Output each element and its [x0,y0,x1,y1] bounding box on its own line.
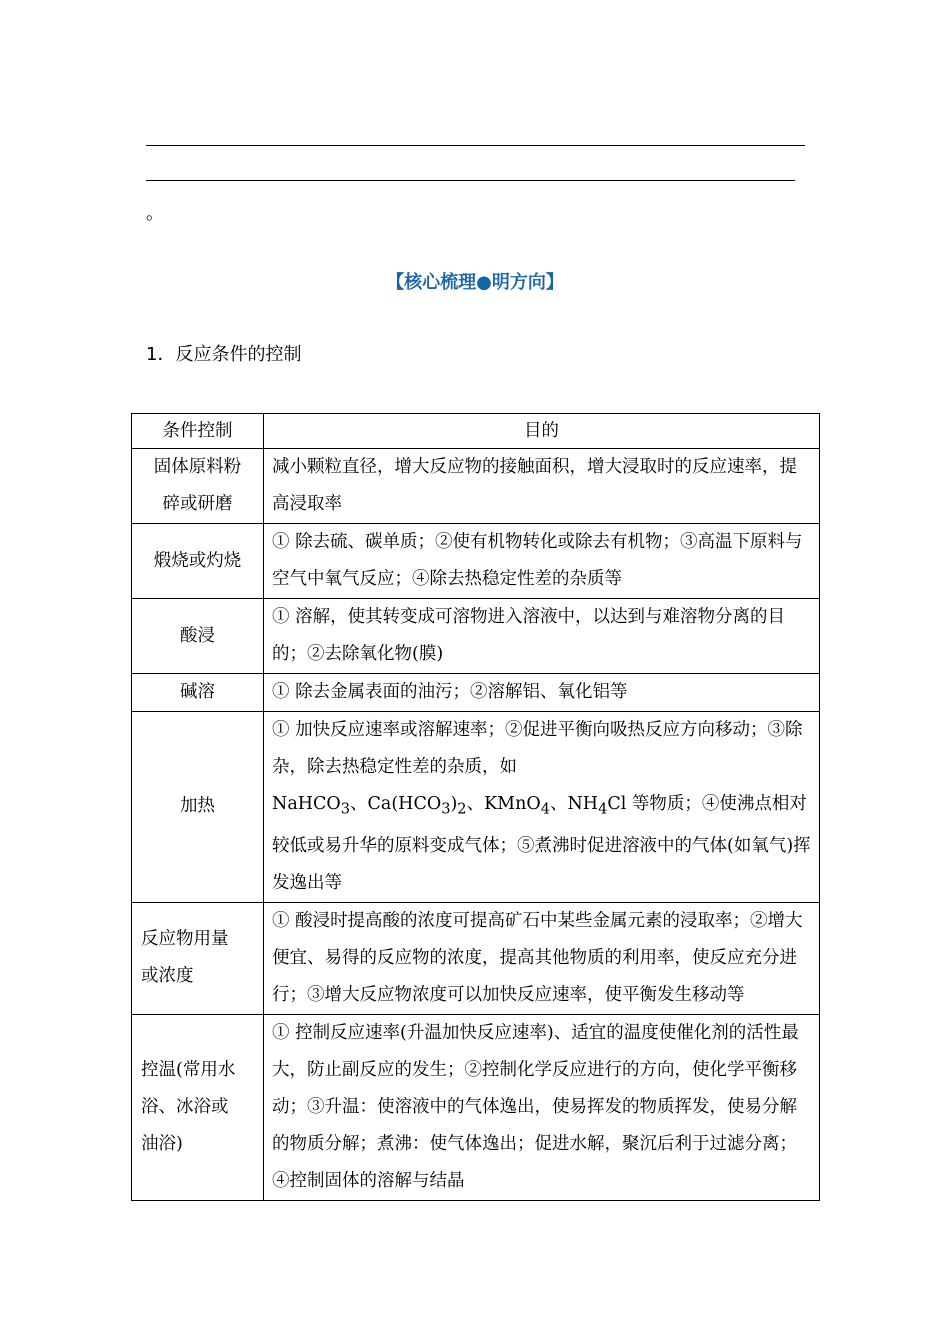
header-condition: 条件控制 [132,414,264,449]
answer-blank-line-1 [146,145,805,146]
formula-nh4cl [567,794,627,818]
formula-kmno4 [484,794,550,818]
purpose-cell [264,712,820,903]
condition-cell: 煅烧或灼烧 [132,524,264,599]
end-mark: 。 [146,203,164,224]
formula-part: NH [567,794,599,814]
table-row [132,674,820,712]
answer-blank-line-2 [146,180,795,181]
separator: 、 [350,794,368,814]
formula-part: ) [450,794,458,814]
purpose-cell: 减小颗粒直径，增大反应物的接触面积，增大浸取时的反应速率，提高浸取率 [264,449,820,524]
purpose-cell: ① 酸浸时提高酸的浓度可提高矿石中某些金属元素的浸取率；②增大便宜、易得的反应物的浓度，提高其他物质的利用率，使反应充分进行；③增大反应物浓度可以加快反应速率，使平衡发生移动等 [264,902,820,1014]
purpose-text-a: ① 加快反应速率或溶解速率；②促进平衡向吸热反应方向移动；③除杂，除去热稳定性差的杂质，如 [272,720,803,777]
separator: 、 [549,794,568,814]
formula-nahco3 [272,794,351,818]
formula-part: Ca(HCO [367,794,442,814]
section-heading: 【核心梳理●明方向】 [386,272,564,293]
formula-subscript: 4 [540,800,550,818]
formula-part: NaHCO [272,794,341,814]
section-1-title: 1．反应条件的控制 [146,344,302,365]
separator: 、 [466,794,485,814]
formula-subscript: 3 [340,800,351,818]
table-row [132,712,820,903]
purpose-cell: ① 控制反应速率(升温加快反应速率)、适宜的温度使催化剂的活性最大，防止副反应的发生；②控制化学反应进行的方向，使化学平衡移动；③升温：使溶液中的气体逸出，使易挥发的物质挥发，使易分解的物质分解；煮沸：使气体逸出；促进水解，聚沉后利于过滤分离；④控制固体的溶解与结晶 [264,1014,820,1200]
condition-cell: 碱溶 [132,674,264,712]
condition-cell: 加热 [132,712,264,903]
condition-cell: 反应物用量 或浓度 [132,902,264,1014]
formula-subscript: 2 [457,800,467,818]
formula-part: KMnO [484,794,541,814]
purpose-cell: ① 除去硫、碳单质；②使有机物转化或除去有机物；③高温下原料与空气中氧气反应；④除去热稳定性差的杂质等 [264,524,820,599]
table-row [132,524,820,599]
reaction-conditions-table [131,413,820,1201]
formula-subscript: 4 [598,800,608,818]
formula-cahco3 [367,794,467,818]
purpose-text-b: 等物质；④使沸点相对较低或易升华的原料变成气体；⑤煮沸时促进溶液中的气体(如氧气)挥发逸出等 [272,794,811,893]
table-row [132,902,820,1014]
formula-part: Cl [607,794,627,814]
table-header-row [132,414,820,449]
condition-cell: 固体原料粉 碎或研磨 [132,449,264,524]
header-purpose: 目的 [264,414,820,449]
condition-cell: 酸浸 [132,599,264,674]
purpose-cell: ① 溶解，使其转变成可溶物进入溶液中，以达到与难溶物分离的目的；②去除氧化物(膜) [264,599,820,674]
table-row [132,1014,820,1200]
purpose-cell: ① 除去金属表面的油污；②溶解铝、氧化铝等 [264,674,820,712]
table-row [132,599,820,674]
table-row [132,449,820,524]
condition-cell: 控温(常用水 浴、冰浴或 油浴) [132,1014,264,1200]
formula-subscript: 3 [441,800,451,818]
